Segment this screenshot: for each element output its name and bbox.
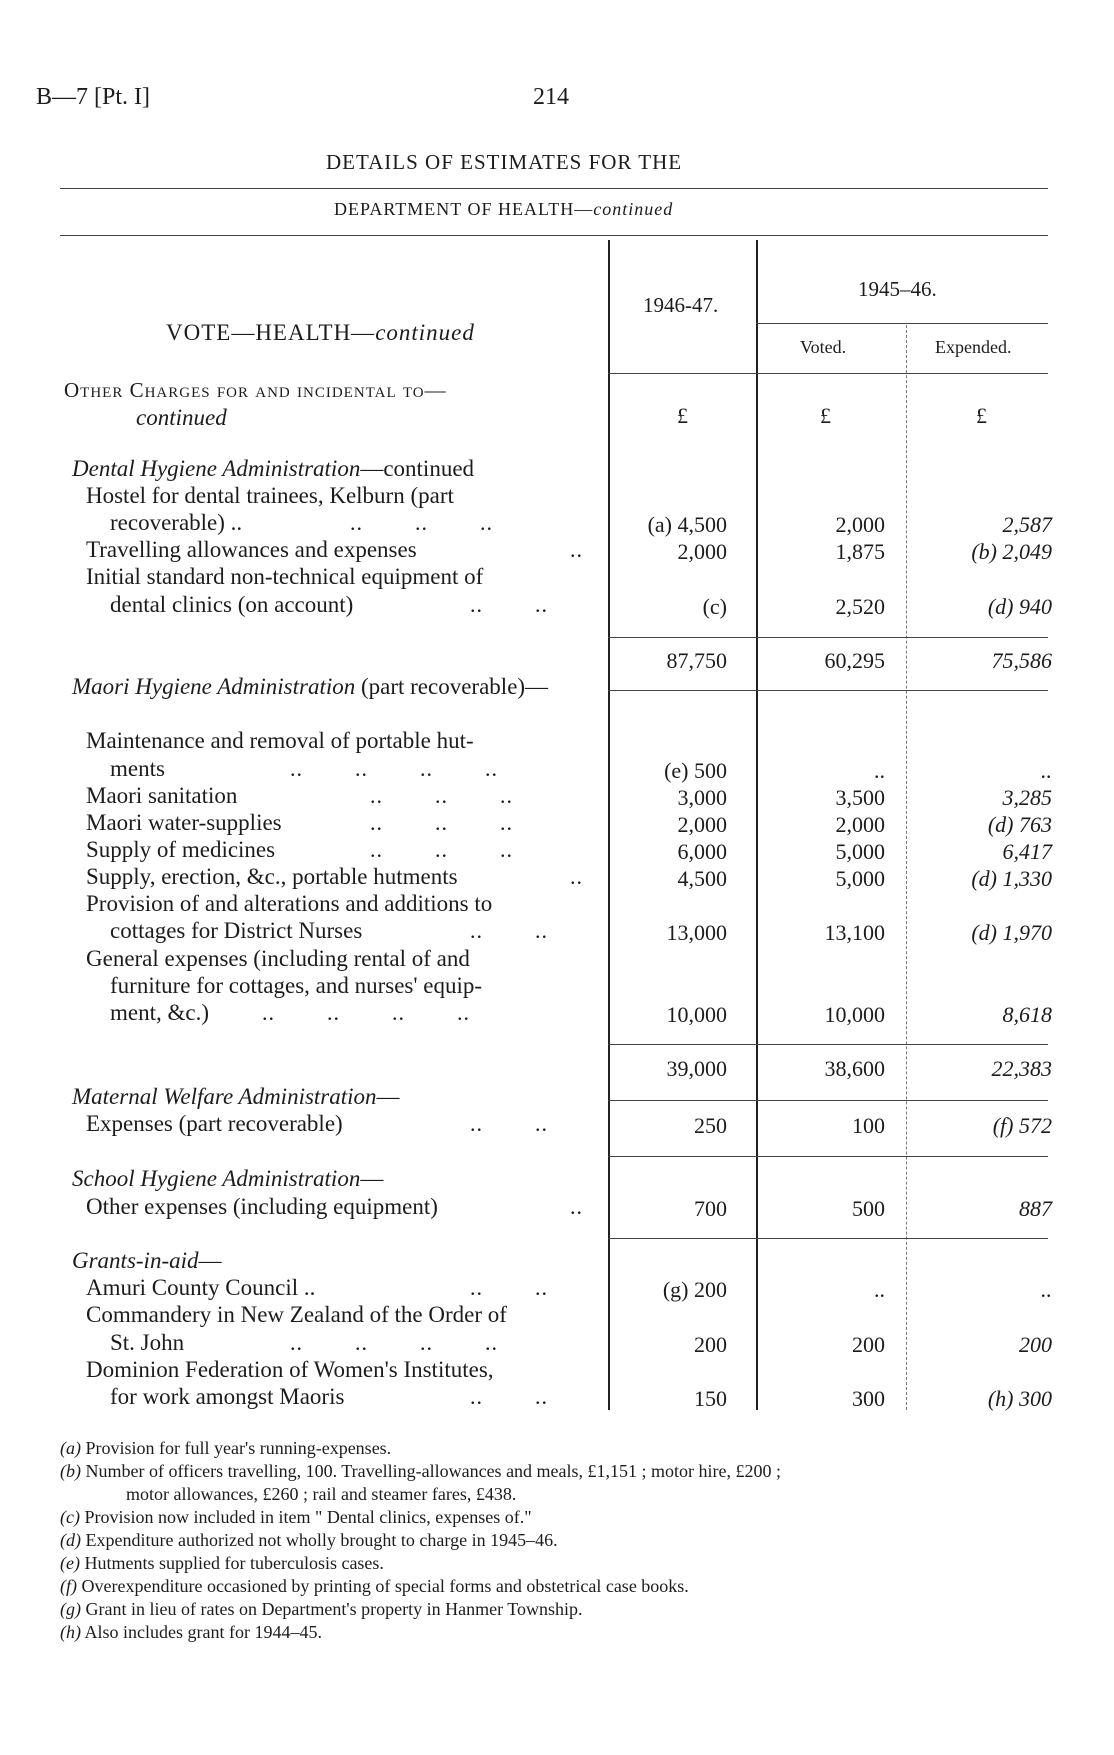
total-voted: 38,600 bbox=[824, 1056, 885, 1081]
leader-dots: .. bbox=[570, 537, 583, 562]
title-rule bbox=[60, 188, 1048, 189]
row-label-line: Hostel for dental trainees, Kelburn (part bbox=[86, 483, 454, 508]
cell-voted: 13,100 bbox=[824, 920, 885, 945]
row-label-line: Amuri County Council .. bbox=[86, 1275, 316, 1300]
total-rule-top bbox=[608, 1044, 1048, 1045]
row-label-line: ment, &c.) bbox=[110, 1000, 209, 1025]
vote-title bbox=[166, 320, 475, 346]
cell-voted: 5,000 bbox=[835, 866, 885, 891]
total-rule-top bbox=[608, 637, 1048, 638]
page-title: DETAILS OF ESTIMATES FOR THE bbox=[326, 150, 683, 174]
col-head-voted: Voted. bbox=[800, 337, 847, 357]
footnote: (e) Hutments supplied for tuberculosis cases. bbox=[60, 1553, 384, 1573]
cell-1946: 150 bbox=[694, 1386, 727, 1411]
subtitle-italic: continued bbox=[593, 199, 674, 219]
cell-voted: 100 bbox=[852, 1113, 885, 1138]
row-label-line: Initial standard non-technical equipment of bbox=[86, 564, 484, 589]
leader-dots: .. .. .. bbox=[370, 810, 513, 835]
leader-dots: .. .. bbox=[470, 918, 548, 943]
cell-1946: 3,000 bbox=[677, 785, 727, 810]
total-voted: 60,295 bbox=[824, 648, 885, 673]
cell-1946: 200 bbox=[694, 1332, 727, 1357]
footnote: (c) Provision now included in item " Dental clinics, expenses of." bbox=[60, 1507, 532, 1527]
cell-1946: 6,000 bbox=[677, 839, 727, 864]
total-rule-bottom bbox=[608, 690, 1048, 691]
cell-expended: 2,587 bbox=[1002, 512, 1052, 537]
leader-dots: .. .. .. .. bbox=[262, 1000, 470, 1025]
cell-expended: (d) 1,330 bbox=[971, 866, 1052, 891]
leader-dots: .. .. .. bbox=[370, 783, 513, 808]
cell-voted: 2,000 bbox=[835, 812, 885, 837]
cell-1946: 10,000 bbox=[666, 1002, 727, 1027]
row-label-line: dental clinics (on account) bbox=[110, 592, 354, 617]
footnote: (f) Overexpenditure occasioned by printing of special forms and obstetrical case books. bbox=[60, 1576, 689, 1596]
cell-expended: 887 bbox=[1019, 1196, 1052, 1221]
total-expended: 75,586 bbox=[991, 648, 1052, 673]
cell-expended: (f) 572 bbox=[992, 1113, 1052, 1138]
leader-dots: .. .. bbox=[470, 1275, 548, 1300]
currency-voted: £ bbox=[820, 403, 831, 428]
total-rule-bottom bbox=[608, 1100, 1048, 1101]
leader-dots: .. .. bbox=[470, 1384, 548, 1409]
section-heading-maori: Maori Hygiene Administration (part recoverable)— bbox=[72, 674, 549, 699]
cell-expended: (d) 763 bbox=[987, 812, 1052, 837]
section-rule bbox=[608, 1238, 1048, 1239]
row-label-line: Commandery in New Zealand of the Order of bbox=[86, 1302, 507, 1327]
cell-voted: 2,000 bbox=[835, 512, 885, 537]
section-heading-dental: Dental Hygiene Administration—continued bbox=[72, 456, 475, 481]
page-number: 214 bbox=[533, 84, 569, 110]
cell-voted: 500 bbox=[852, 1196, 885, 1221]
leader-dots: .. .. bbox=[470, 592, 548, 617]
footnote: (h) Also includes grant for 1944–45. bbox=[60, 1622, 322, 1642]
row-label-line: Travelling allowances and expenses bbox=[86, 537, 417, 562]
cell-expended: .. bbox=[1041, 1277, 1052, 1302]
total-expended: 22,383 bbox=[991, 1056, 1052, 1081]
currency-1946: £ bbox=[677, 403, 688, 428]
col-head-bottom-rule bbox=[608, 373, 1048, 374]
row-label-line: recoverable) .. bbox=[110, 510, 243, 535]
page-subtitle bbox=[334, 199, 673, 220]
section-heading-maternal: Maternal Welfare Administration— bbox=[72, 1084, 400, 1109]
leader-dots: .. .. .. bbox=[350, 510, 493, 535]
cell-voted: 10,000 bbox=[824, 1002, 885, 1027]
section-rule bbox=[608, 1156, 1048, 1157]
cell-1946: 4,500 bbox=[677, 866, 727, 891]
cell-voted: 3,500 bbox=[835, 785, 885, 810]
cell-voted: .. bbox=[874, 758, 885, 783]
total-1946: 39,000 bbox=[666, 1056, 727, 1081]
row-label-line: Other expenses (including equipment) bbox=[86, 1194, 438, 1219]
leader-dots: .. .. .. .. bbox=[290, 1330, 498, 1355]
cell-expended: 8,618 bbox=[1002, 1002, 1052, 1027]
cell-1946: (c) bbox=[702, 594, 727, 619]
cell-1946: 13,000 bbox=[666, 920, 727, 945]
cell-voted: 200 bbox=[852, 1332, 885, 1357]
row-label-line: Supply, erection, &c., portable hutments bbox=[86, 864, 458, 889]
col-head-expended: Expended. bbox=[935, 337, 1012, 357]
other-charges-heading: Other Charges for and incidental to— bbox=[64, 378, 447, 402]
vote-title-main: VOTE—HEALTH— bbox=[166, 320, 376, 345]
row-label-line: furniture for cottages, and nurses' equip- bbox=[110, 973, 483, 998]
row-label-line: Provision of and alterations and additions to bbox=[86, 891, 493, 916]
footnote: (d) Expenditure authorized not wholly brought to charge in 1945–46. bbox=[60, 1530, 558, 1550]
cell-expended: .. bbox=[1041, 758, 1052, 783]
cell-expended: (d) 940 bbox=[987, 594, 1052, 619]
row-label-line: for work amongst Maoris bbox=[110, 1384, 345, 1409]
leader-dots: .. bbox=[570, 1194, 583, 1219]
page-code: B—7 [Pt. I] bbox=[36, 84, 150, 110]
cell-1946: 2,000 bbox=[677, 539, 727, 564]
cell-expended: 6,417 bbox=[1002, 839, 1052, 864]
cell-voted: 1,875 bbox=[835, 539, 885, 564]
footnote: (b) Number of officers travelling, 100. Travelling-allowances and meals, £1,151 ; motor hire, £200 ; bbox=[60, 1461, 782, 1481]
section-heading-school: School Hygiene Administration— bbox=[72, 1166, 384, 1191]
cell-expended: (h) 300 bbox=[987, 1386, 1052, 1411]
col-head-1946-47: 1946-47. bbox=[643, 293, 719, 317]
cell-voted: 300 bbox=[852, 1386, 885, 1411]
row-label-line: ments bbox=[110, 756, 165, 781]
vote-title-italic: continued bbox=[375, 320, 475, 345]
cell-expended: (d) 1,970 bbox=[971, 920, 1052, 945]
footnote: motor allowances, £260 ; rail and steamer fares, £438. bbox=[126, 1484, 517, 1504]
leader-dots: .. bbox=[570, 864, 583, 889]
cell-voted: 5,000 bbox=[835, 839, 885, 864]
cell-1946: 2,000 bbox=[677, 812, 727, 837]
cell-1946: (g) 200 bbox=[662, 1277, 727, 1302]
subtitle-main: DEPARTMENT OF HEALTH— bbox=[334, 199, 594, 219]
other-charges-italic: continued bbox=[136, 405, 227, 430]
row-label-line: Dominion Federation of Women's Institutes, bbox=[86, 1357, 494, 1382]
column-rule-middle bbox=[756, 240, 758, 1410]
section-heading-grants: Grants-in-aid— bbox=[72, 1248, 222, 1273]
row-label-line: Maori water-supplies bbox=[86, 810, 282, 835]
cell-voted: .. bbox=[874, 1277, 885, 1302]
cell-1946: 250 bbox=[694, 1113, 727, 1138]
col-head-rule-1945-46 bbox=[756, 323, 1048, 324]
cell-1946: (e) 500 bbox=[664, 758, 727, 783]
cell-voted: 2,520 bbox=[835, 594, 885, 619]
row-label-line: Expenses (part recoverable) bbox=[86, 1111, 343, 1136]
footnote: (a) Provision for full year's running-expenses. bbox=[60, 1438, 392, 1458]
currency-expended: £ bbox=[976, 403, 987, 428]
row-label-line: cottages for District Nurses bbox=[110, 918, 363, 943]
cell-expended: 3,285 bbox=[1002, 785, 1052, 810]
cell-1946: 700 bbox=[694, 1196, 727, 1221]
leader-dots: .. .. .. .. bbox=[290, 756, 498, 781]
total-1946: 87,750 bbox=[666, 648, 727, 673]
cell-expended: 200 bbox=[1019, 1332, 1052, 1357]
row-label-line: Maintenance and removal of portable hut- bbox=[86, 728, 474, 753]
leader-dots: .. .. .. bbox=[370, 837, 513, 862]
cell-expended: (b) 2,049 bbox=[971, 539, 1052, 564]
leader-dots: .. .. bbox=[470, 1111, 548, 1136]
row-label-line: St. John bbox=[110, 1330, 185, 1355]
cell-1946: (a) 4,500 bbox=[647, 512, 727, 537]
subtitle-rule bbox=[60, 235, 1048, 236]
col-head-1945-46: 1945–46. bbox=[858, 277, 937, 301]
row-label-line: General expenses (including rental of and bbox=[86, 946, 470, 971]
row-label-line: Supply of medicines bbox=[86, 837, 276, 862]
footnote: (g) Grant in lieu of rates on Department's property in Hanmer Township. bbox=[60, 1599, 583, 1619]
row-label-line: Maori sanitation bbox=[86, 783, 238, 808]
